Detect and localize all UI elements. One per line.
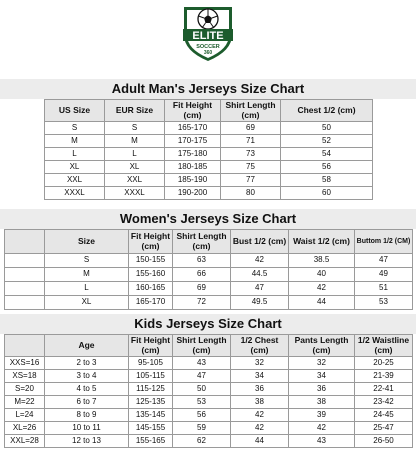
table-cell: 22-41 [355,383,413,396]
kids-chart-title: Kids Jerseys Size Chart [0,314,416,334]
table-cell: 40 [289,268,355,282]
adult-size-table [44,99,373,200]
table-row [45,174,373,187]
table-cell: 53 [173,396,231,409]
table-cell: 47 [355,254,413,268]
table-cell: 165-170 [165,122,221,135]
table-cell: M [45,268,129,282]
table-cell: S=20 [5,383,45,396]
table-cell: 165-170 [129,296,173,310]
column-header: Shirt Length (cm) [173,335,231,357]
table-cell: XXL [105,174,165,187]
table-cell: L [45,282,129,296]
table-cell: 38 [231,396,289,409]
table-cell: 71 [221,135,281,148]
table-cell: 175-180 [165,148,221,161]
column-header: 1/2 Chest (cm) [231,335,289,357]
table-cell: 66 [173,268,231,282]
table-cell: 54 [281,148,373,161]
table-cell: 73 [221,148,281,161]
table-cell: L=24 [5,409,45,422]
table-cell: 6 to 7 [45,396,129,409]
table-row [5,435,413,448]
table-cell: 105-115 [129,370,173,383]
table-cell [5,296,45,310]
table-cell: 185-190 [165,174,221,187]
table-cell: 38 [289,396,355,409]
table-cell: 56 [173,409,231,422]
table-cell: 72 [173,296,231,310]
table-cell: 180-185 [165,161,221,174]
table-cell: 24-45 [355,409,413,422]
column-header: Fit Height (cm) [129,335,173,357]
table-cell: 3 to 4 [45,370,129,383]
column-header: Buttom 1/2 (CM) [355,230,413,254]
column-header: Waist 1/2 (cm) [289,230,355,254]
women-chart-title: Women's Jerseys Size Chart [0,209,416,229]
column-header: Age [45,335,129,357]
column-header: Bust 1/2 (cm) [231,230,289,254]
table-cell [5,268,45,282]
table-row [45,148,373,161]
column-header [5,335,45,357]
table-row [45,122,373,135]
table-cell: 32 [231,357,289,370]
table-cell: 77 [221,174,281,187]
table-cell: 42 [289,282,355,296]
table-cell: XXXL [45,187,105,200]
table-cell: 38.5 [289,254,355,268]
table-cell: 44 [231,435,289,448]
table-cell: 63 [173,254,231,268]
table-cell: 44 [289,296,355,310]
table-cell: 80 [221,187,281,200]
table-header-row [45,100,373,122]
table-cell: 10 to 11 [45,422,129,435]
logo-word-360: 360 [203,50,213,56]
table-cell: XXS=16 [5,357,45,370]
table-cell: 25-47 [355,422,413,435]
table-cell: 2 to 3 [45,357,129,370]
table-cell: 150-155 [129,254,173,268]
column-header: US Size [45,100,105,122]
table-cell: XS=18 [5,370,45,383]
column-header: Pants Length (cm) [289,335,355,357]
table-cell: 21-39 [355,370,413,383]
column-header: Chest 1/2 (cm) [281,100,373,122]
table-cell: 49.5 [231,296,289,310]
table-cell: 135-145 [129,409,173,422]
table-cell: L [45,148,105,161]
table-cell: 44.5 [231,268,289,282]
table-cell: 43 [289,435,355,448]
table-cell: XL [105,161,165,174]
table-row [5,409,413,422]
table-row [5,296,413,310]
table-cell: 155-160 [129,268,173,282]
table-cell: 36 [289,383,355,396]
table-cell [5,254,45,268]
table-cell: XXL [45,174,105,187]
table-cell: 12 to 13 [45,435,129,448]
table-cell: 170-175 [165,135,221,148]
table-cell: 39 [289,409,355,422]
table-row [45,135,373,148]
table-cell: 115-125 [129,383,173,396]
table-cell: 42 [231,409,289,422]
table-row [5,370,413,383]
table-row [5,383,413,396]
column-header: 1/2 Waistline (cm) [355,335,413,357]
table-cell: 8 to 9 [45,409,129,422]
table-header-row [5,335,413,357]
table-cell: 34 [289,370,355,383]
table-cell: 50 [173,383,231,396]
table-cell: L [105,148,165,161]
table-cell: 155-165 [129,435,173,448]
table-cell: 59 [173,422,231,435]
table-cell: 145-155 [129,422,173,435]
table-cell: 95-105 [129,357,173,370]
table-cell: 50 [281,122,373,135]
table-cell: 32 [289,357,355,370]
column-header: Fit Height (cm) [165,100,221,122]
table-row [5,268,413,282]
table-cell: 69 [221,122,281,135]
logo-word-elite: ELITE [192,30,224,42]
table-cell: XXL=28 [5,435,45,448]
table-row [5,396,413,409]
table-cell: M [45,135,105,148]
table-cell: 4 to 5 [45,383,129,396]
column-header [5,230,45,254]
table-cell: 23-42 [355,396,413,409]
table-row [5,422,413,435]
table-cell: S [45,254,129,268]
table-cell: 160-165 [129,282,173,296]
table-cell: 42 [231,422,289,435]
table-cell: M [105,135,165,148]
table-cell: 190-200 [165,187,221,200]
women-size-table [4,229,413,310]
table-cell: 56 [281,161,373,174]
table-cell: 69 [173,282,231,296]
column-header: Fit Height (cm) [129,230,173,254]
table-cell: 58 [281,174,373,187]
table-cell: S [45,122,105,135]
table-cell: 20-25 [355,357,413,370]
table-row [45,161,373,174]
table-cell: 26-50 [355,435,413,448]
table-cell: 125-135 [129,396,173,409]
adult-chart-title: Adult Man's Jerseys Size Chart [0,79,416,99]
table-cell: 75 [221,161,281,174]
table-row [45,187,373,200]
table-header-row [5,230,413,254]
table-row [5,357,413,370]
logo-word-soccer: SOCCER [196,44,220,50]
table-cell: XXXL [105,187,165,200]
table-row [5,254,413,268]
table-cell: 42 [231,254,289,268]
column-header: Shirt Length (cm) [221,100,281,122]
table-cell: M=22 [5,396,45,409]
table-cell: S [105,122,165,135]
table-row [5,282,413,296]
table-cell: XL [45,161,105,174]
table-cell: 51 [355,282,413,296]
table-cell: 62 [173,435,231,448]
table-cell: 34 [231,370,289,383]
table-cell: 42 [289,422,355,435]
column-header: Size [45,230,129,254]
table-cell [5,282,45,296]
table-cell: 49 [355,268,413,282]
column-header: Shirt Length (cm) [173,230,231,254]
table-cell: XL=26 [5,422,45,435]
table-cell: 47 [173,370,231,383]
column-header: EUR Size [105,100,165,122]
table-cell: 43 [173,357,231,370]
table-cell: 36 [231,383,289,396]
table-cell: 53 [355,296,413,310]
elite-soccer-logo [178,3,238,63]
table-cell: XL [45,296,129,310]
table-cell: 52 [281,135,373,148]
table-cell: 47 [231,282,289,296]
table-cell: 60 [281,187,373,200]
kids-size-table [4,334,413,448]
